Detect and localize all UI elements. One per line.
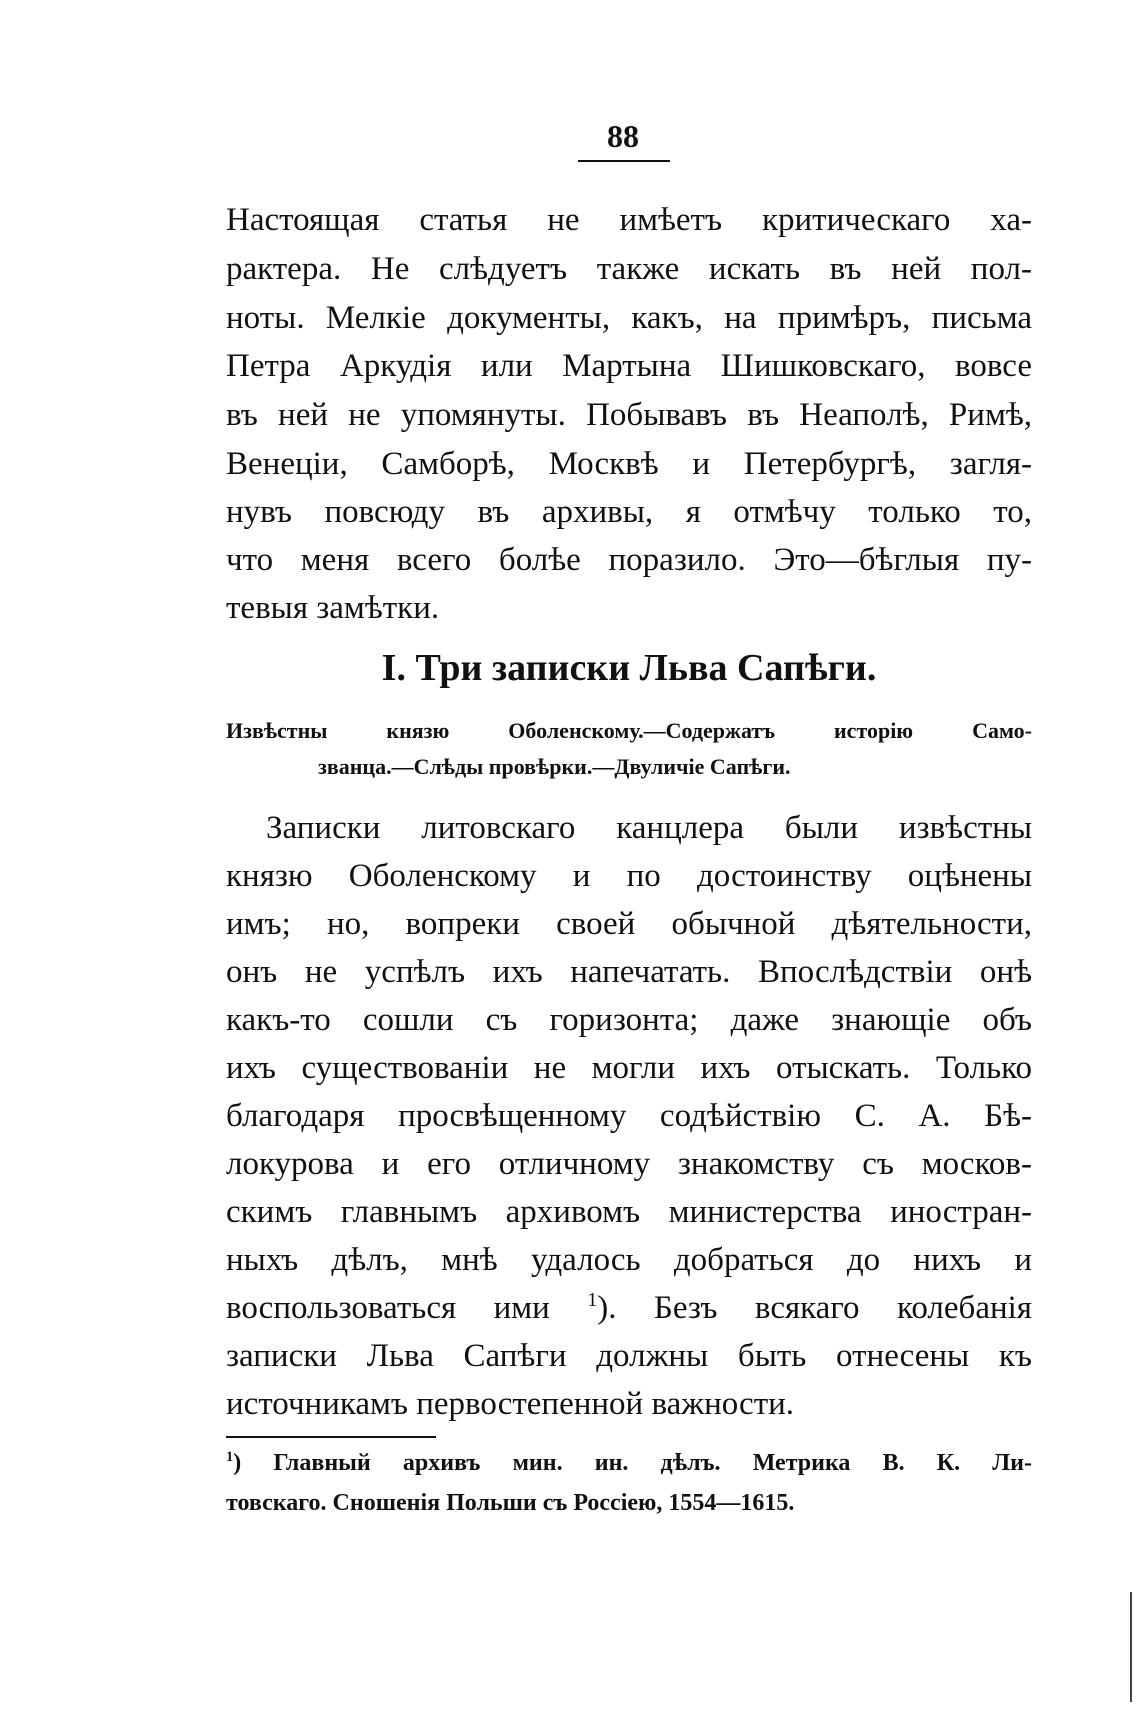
intro-line: ноты. Мелкіе документы, какъ, на примѣръ, письма [226, 300, 1032, 336]
body-line: онъ не успѣлъ ихъ напечатать. Впослѣдствіи онѣ [226, 954, 1032, 990]
body-line [226, 1288, 1032, 1328]
scan-edge-mark [1130, 1592, 1132, 1702]
body-line: благодаря просвѣщенному содѣйствію С. А. Бѣ- [226, 1098, 1032, 1134]
intro-line: тевыя замѣтки. [226, 590, 440, 626]
footnote-rule [226, 1436, 436, 1438]
body-line: источникамъ первостепенной важности. [226, 1386, 795, 1422]
section-heading: I. Три записки Льва Сапѣги. [381, 647, 877, 689]
body-line: Записки литовскаго канцлера были извѣстны [266, 810, 1032, 846]
intro-line: въ ней не упомянуты. Побывавъ въ Неаполѣ, Римѣ, [226, 397, 1032, 433]
intro-line: Венеціи, Самборѣ, Москвѣ и Петербургѣ, загля- [226, 446, 1032, 482]
body-line: ихъ существованіи не могли ихъ отыскать. Только [226, 1050, 1032, 1086]
body-line: записки Льва Сапѣги должны быть отнесены къ [226, 1338, 1032, 1374]
intro-line: рактера. Не слѣдуетъ также искать въ ней пол- [226, 251, 1032, 287]
intro-line: что меня всего болѣе поразило. Это—бѣглыя пу- [226, 542, 1032, 578]
summary-line: званца.—Слѣды провѣрки.—Двуличіе Сапѣги. [318, 754, 791, 779]
intro-line: Петра Аркудія или Мартына Шишковскаго, вовсе [226, 348, 1032, 384]
body-line: имъ; но, вопреки своей обычной дѣятельности, [226, 906, 1032, 942]
page-number: 88 [607, 118, 639, 154]
body-line: ныхъ дѣлъ, мнѣ удалось добраться до нихъ и [226, 1242, 1032, 1278]
footnote-reference: 1 [587, 1289, 598, 1311]
intro-line: нувъ повсюду въ архивы, я отмѣчу только то, [226, 494, 1032, 530]
summary-line: Извѣстны князю Оболенскому.—Содержатъ исторію Само- [226, 718, 1032, 743]
body-line-text: ). Безъ всякаго колебанія [597, 1290, 1032, 1326]
footnote-text: ) Главный архивъ мин. ин. дѣлъ. Метрика В. К. Ли- [233, 1450, 1032, 1476]
footnote-marker: 1 [226, 1449, 234, 1465]
body-line: локурова и его отличному знакомству съ москов- [226, 1146, 1032, 1182]
intro-line: Настоящая статья не имѣетъ критическаго ха- [226, 202, 1032, 238]
body-line: скимъ главнымъ архивомъ министерства иностран- [226, 1194, 1032, 1230]
footnote-line: товскаго. Сношенія Польши съ Россіею, 1554—1615. [226, 1490, 795, 1516]
body-line-text: воспользоваться ими [226, 1290, 588, 1326]
body-line: какъ-то сошли съ горизонта; даже знающіе объ [226, 1002, 1032, 1038]
footnote-line [226, 1450, 1032, 1477]
body-line: князю Оболенскому и по достоинству оцѣнены [226, 858, 1032, 894]
page-number-rule [578, 160, 670, 162]
